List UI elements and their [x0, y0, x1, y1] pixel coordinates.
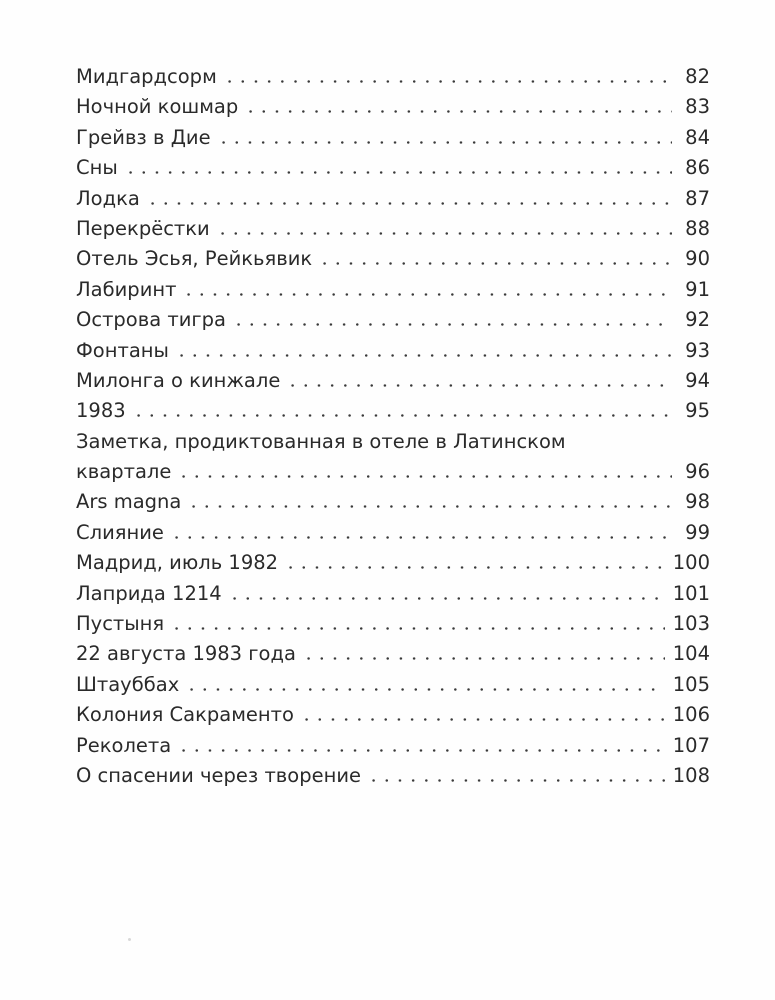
toc-entry: [76, 92, 710, 122]
dot-leader: [302, 657, 665, 660]
page-number: 99: [685, 520, 710, 544]
dot-leader: [187, 505, 672, 508]
page-number: 86: [685, 156, 710, 180]
entry-title: Реколета: [76, 733, 172, 757]
dot-leader: [284, 566, 665, 569]
entry-line: [76, 609, 710, 639]
dot-leader: [300, 718, 665, 721]
page-number: 92: [685, 308, 710, 332]
toc-entry: [76, 731, 710, 761]
entry-title: Штауббах: [76, 672, 180, 696]
entry-line: [76, 275, 710, 305]
toc-entry: [76, 487, 710, 517]
page-number: 103: [672, 612, 710, 636]
toc-entry: [76, 670, 710, 700]
entry-line: [76, 548, 710, 578]
entry-line: [76, 184, 710, 214]
entry-title: О спасении через творение: [76, 763, 362, 787]
toc-entry: [76, 579, 710, 609]
entry-title: Милонга о кинжале: [76, 368, 281, 392]
toc-entry: [76, 275, 710, 305]
toc-entry: [76, 700, 710, 730]
toc-entry: [76, 609, 710, 639]
entry-title: Ночной кошмар: [76, 95, 239, 119]
dot-leader: [177, 475, 672, 478]
entry-title: 1983: [76, 399, 126, 423]
page-number: 101: [672, 581, 710, 605]
entry-line: [76, 761, 710, 791]
entry-line: [76, 487, 710, 517]
page-number: 91: [685, 277, 710, 301]
entry-line: [76, 214, 710, 244]
page-number: 104: [672, 642, 710, 666]
dot-leader: [177, 749, 665, 752]
page-number: 106: [672, 703, 710, 727]
entry-title: Перекрёстки: [76, 216, 210, 240]
table-of-contents: [76, 62, 710, 791]
toc-entry: [76, 184, 710, 214]
page-number: 82: [685, 65, 710, 88]
entry-title: 22 августа 1983 года: [76, 642, 296, 666]
entry-line: [76, 92, 710, 122]
toc-entry: [76, 396, 710, 426]
entry-title: квартале: [76, 460, 172, 484]
entry-line: [76, 670, 710, 700]
entry-title: Острова тигра: [76, 308, 226, 332]
dot-leader: [170, 536, 672, 539]
page-number: 98: [685, 490, 710, 514]
dot-leader: [367, 779, 665, 782]
dot-leader: [232, 323, 672, 326]
toc-entry: [76, 761, 710, 791]
page-number: 83: [685, 95, 710, 119]
dot-leader: [170, 627, 665, 630]
page-number: 84: [685, 125, 710, 149]
dot-leader: [244, 110, 672, 113]
page-number: 107: [672, 733, 710, 757]
entry-line: [76, 336, 710, 366]
entry-title: Лодка: [76, 186, 140, 210]
toc-entry: [76, 518, 710, 548]
page-number: 100: [672, 551, 710, 575]
page-number: 90: [685, 247, 710, 271]
dot-leader: [286, 384, 672, 387]
entry-title: Мидгардсорм: [76, 65, 217, 88]
toc-entry: [76, 153, 710, 183]
dot-leader: [146, 202, 672, 205]
page-number: 93: [685, 338, 710, 362]
dot-leader: [175, 354, 672, 357]
entry-line: [76, 305, 710, 335]
dot-leader: [217, 141, 672, 144]
dot-leader: [223, 80, 672, 83]
toc-entry: [76, 548, 710, 578]
entry-line: [76, 123, 710, 153]
dot-leader: [132, 414, 672, 417]
entry-line: [76, 700, 710, 730]
toc-entry: [76, 639, 710, 669]
dot-leader: [182, 293, 672, 296]
entry-line: [76, 62, 710, 92]
entry-line: [76, 731, 710, 761]
entry-title: Лаприда 1214: [76, 581, 222, 605]
entry-title: Лабиринт: [76, 277, 177, 301]
entry-title: Фонтаны: [76, 338, 169, 362]
entry-title: Пустыня: [76, 612, 165, 636]
toc-entry: [76, 305, 710, 335]
page-number: 95: [685, 399, 710, 423]
page-number: 108: [672, 763, 710, 787]
page-number: 88: [685, 216, 710, 240]
toc-entry: [76, 336, 710, 366]
entry-line: [76, 244, 710, 274]
dot-leader: [124, 171, 672, 174]
toc-entry: [76, 427, 710, 488]
page-number: 105: [672, 672, 710, 696]
entry-line: [76, 639, 710, 669]
entry-title: Колония Сакраменто: [76, 703, 294, 727]
entry-title: Грейвз в Дие: [76, 125, 211, 149]
dot-leader: [216, 232, 672, 235]
toc-entry: [76, 62, 710, 92]
toc-entry: [76, 214, 710, 244]
page-number: 96: [685, 460, 710, 484]
page-number: 94: [685, 368, 710, 392]
dot-leader: [185, 688, 665, 691]
entry-line: [76, 579, 710, 609]
dot-leader: [318, 262, 672, 265]
entry-line: [76, 518, 710, 548]
entry-title: Мадрид, июль 1982: [76, 551, 279, 575]
page-number: 87: [685, 186, 710, 210]
toc-entry: [76, 366, 710, 396]
entry-line: [76, 153, 710, 183]
paper-speck: [128, 938, 131, 941]
entry-title: Отель Эсья, Рейкьявик: [76, 247, 313, 271]
entry-title: Ars magna: [76, 490, 182, 514]
entry-title-first-line: Заметка, продиктованная в отеле в Латинском: [76, 429, 566, 453]
entry-line: [76, 457, 710, 487]
entry-title: Сны: [76, 156, 118, 180]
dot-leader: [228, 597, 665, 600]
entry-line: [76, 366, 710, 396]
toc-entry: [76, 244, 710, 274]
entry-title: Слияние: [76, 520, 164, 544]
toc-entry: [76, 123, 710, 153]
entry-line: [76, 396, 710, 426]
